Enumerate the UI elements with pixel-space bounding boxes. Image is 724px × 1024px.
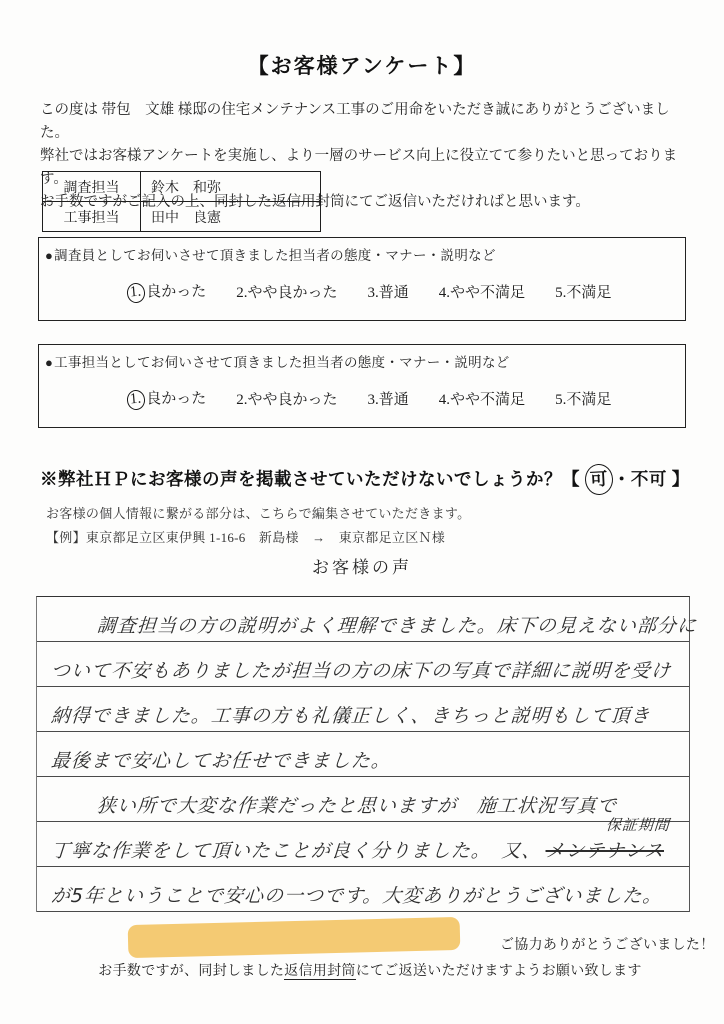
hp-consent-question: ※弊社ＨＰにお客様の声を掲載させていただけないでしょうか？【 可 ・不可 】 [40,464,700,495]
handwriting-line: 最後まで安心してお任せできました。 [37,732,689,777]
option-rated-1: 1. 良かった [127,280,206,303]
yellow-redaction-bar [128,917,461,958]
option-3: 3.普通 [367,392,409,408]
intro-line: 弊社ではお客様アンケートを実施し、より一層のサービス向上に役立てて参りたいと思っております。 [40,148,678,187]
privacy-note: お客様の個人情報に繋がる部分は、こちらで編集させていただきます。 [46,506,471,521]
handwritten-circle-mark: 可 [584,463,614,495]
intro-line: お手数ですがご記入の上、同封した返信用封筒にてご返信いただければと思います。 [40,194,590,210]
page-title: 【お客様アンケート】 [247,54,477,78]
question1-title [39,238,685,264]
struck-through-word: メンテナンス [545,840,664,862]
option-4: 4.やや不満足 [438,285,526,301]
hp-consent-no-option: 不可 [630,469,667,489]
staff-role-label: 調査担当 [43,172,141,202]
option-2: 2.やや良かった [236,392,338,408]
intro-line: この度は 帯包 文雄 様邸の住宅メンテナンス工事のご用命をいただき誠にありがとうございました。 [40,102,670,141]
handwriting-line: 納得できました。工事の方も礼儀正しく、きちっと説明もして頂き [37,687,689,732]
edit-example: 【例】東京都足立区東伊興 1-16-6 新島様 → 東京都足立区Ｎ様 [46,530,446,545]
handwriting-line: が5年ということで安心の一つです。大変ありがとうございました。 [37,867,689,912]
question1-title-text: 調査員としてお伺いさせて頂きました担当者の態度・マナー・説明など [54,248,496,263]
option-5: 5.不満足 [555,392,612,408]
staff-name-value: 鈴木 和弥 [141,172,321,202]
thanks-note: ご協力ありがとうございました！ [500,938,715,953]
handwritten-circle-mark: 1. [126,282,146,304]
question2-title [39,345,685,371]
question2-box [38,344,686,428]
option-4: 4.やや不満足 [438,392,526,408]
staff-table [42,171,321,232]
handwritten-circle-mark: 1. [126,389,146,411]
inserted-word-above: 保証期間 [605,816,671,834]
question2-options [127,387,685,410]
customer-voice-heading: お客様の声 [312,558,412,577]
handwriting-line: 狭い所で大変な作業だったと思いますが 施工状況写真で [37,777,689,822]
bullet-icon: ● [45,248,54,263]
question1-box [38,237,686,321]
option-2: 2.やや良かった [236,285,338,301]
question1-options [127,280,685,303]
handwritten-comment-area [36,596,698,912]
option-5: 5.不満足 [555,285,612,301]
underlined-return-envelope: 返信用封筒 [284,964,356,979]
handwriting-line: 丁寧な作業をして頂いたことが良く分りました。 又、 保証期間 メンテナンス [37,822,689,867]
handwriting-line: 調査担当の方の説明がよく理解できました。床下の見えない部分に [37,597,689,642]
table-row [43,202,321,232]
handwriting-line: ついて不安もありましたが担当の方の床下の写真で詳細に説明を受け [37,642,689,687]
staff-name-value: 田中 良憲 [141,202,321,232]
bullet-icon: ● [45,355,54,370]
question2-title-text: 工事担当としてお伺いさせて頂きました担当者の態度・マナー・説明など [54,355,510,370]
staff-role-label: 工事担当 [43,202,141,232]
option-3: 3.普通 [367,285,409,301]
correction-group [545,816,671,863]
table-row [43,172,321,202]
return-request-line: お手数ですが、同封しました返信用封筒にてご返送いただけますようお願い致します [98,964,642,979]
option-rated-1: 1. 良かった [127,387,206,410]
